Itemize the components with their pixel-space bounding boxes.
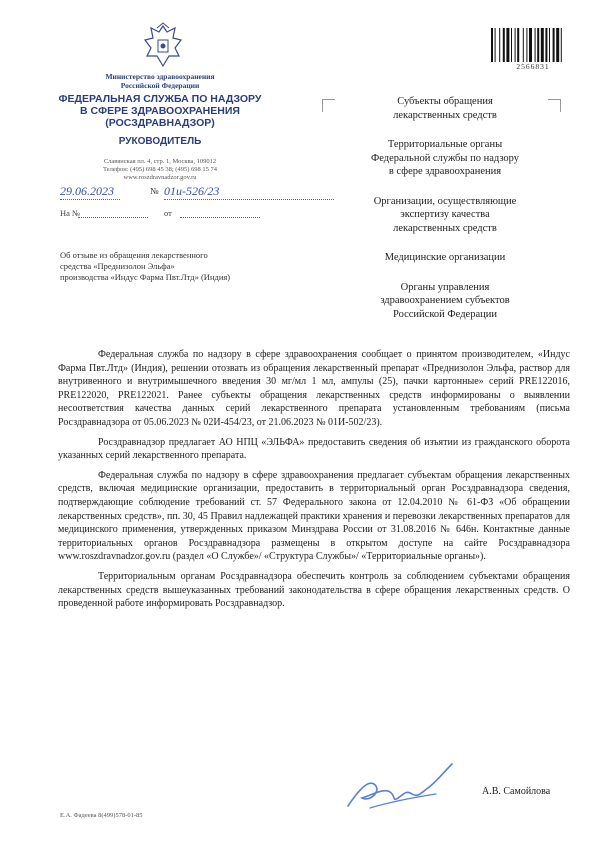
subject-line1: Об отзыве из обращения лекарственного <box>60 250 208 260</box>
recipient-line: Медицинские организации <box>384 252 506 263</box>
executor-note: Е.А. Фадеева 8(499)578-01-85 <box>60 812 143 819</box>
barcode-bar <box>503 28 505 62</box>
barcode-bar <box>526 28 527 62</box>
agency-line1: ФЕДЕРАЛЬНАЯ СЛУЖБА ПО НАДЗОРУ <box>58 93 262 105</box>
barcode-bar <box>495 28 496 62</box>
reference-line <box>60 208 290 218</box>
barcode-bar <box>535 28 536 62</box>
reference-no-label: На № <box>60 208 81 218</box>
barcode-bar <box>553 28 555 62</box>
recipient-line: Российской Федерации <box>393 308 497 320</box>
address-block <box>50 158 270 182</box>
registration-line <box>60 184 290 200</box>
reference-date-blank <box>180 217 260 218</box>
body-paragraph-2: Росздравнадзор предлагает АО НПЦ «ЭЛЬФА» предоставить сведения об изъятии из гражданского оборота указанных серий лекарственного препарата. <box>58 436 570 462</box>
letter-body <box>58 348 570 617</box>
body-paragraph-3: Федеральная служба по надзору в сфере здравоохранения предлагает субъектам обращения лекарственных средств, включая медицинские организации, предоставить в территориальный орган Росздравнадзора сведения, подтверждающие соблюдение требований ст. 57 Федерального закона от 12.04.2010 № 61-ФЗ «Об обращении лекарственных средств», пп. 30, 45 Правил надлежащей практики хранения и перевозки лекарственных препаратов для медицинского применения, утвержденных приказом Минздрава России от 31.08.2016 № 646н. Контактные данные территориальных органов Росздравнадзора размещены в открытом доступе на сайте Росздравнадзора www.roszdravnadzor.gov.ru (раздел «О Службе»/ «Структура Службы»/ «Территориальные органы»). <box>58 469 570 563</box>
barcode-number: 2566831 <box>516 62 550 71</box>
barcode-bar <box>511 28 512 62</box>
barcode-bar <box>545 28 547 62</box>
barcode-bar <box>556 28 559 62</box>
recipient-line: Организации, осуществляющие <box>373 195 517 207</box>
barcode-bar <box>549 28 550 62</box>
barcode-bar <box>537 28 539 62</box>
recipient-line: в сфере здравоохранения <box>388 166 502 177</box>
recipient-line: здравоохранением субъектов <box>380 295 510 306</box>
recipient-line: Органы управления <box>400 281 490 293</box>
reference-from-label: от <box>164 208 172 218</box>
recipients-block <box>330 95 560 337</box>
address-line3: www.roszdravnadzor.gov.ru <box>123 174 197 181</box>
recipient-group <box>330 281 560 322</box>
recipient-group <box>330 195 560 236</box>
address-line1: Славянская пл. 4, стр. 1, Москва, 109012 <box>103 158 217 165</box>
barcode-bar <box>561 28 562 62</box>
subject-line2: средства «Преднизолон Эльфа» <box>60 261 175 271</box>
recipient-group <box>330 138 560 179</box>
subject-block <box>60 250 290 283</box>
head-title: РУКОВОДИТЕЛЬ <box>118 136 202 147</box>
recipient-line: лекарственных средств <box>393 222 497 234</box>
recipient-line: лекарственных средств <box>393 109 497 121</box>
barcode-bar <box>499 28 500 62</box>
barcode-bar <box>506 28 509 62</box>
address-line2: Телефон: (495) 698 45 38; (495) 698 15 74 <box>102 166 218 173</box>
signer-name: А.В. Самойлова <box>482 786 551 797</box>
subject-line3: производства «Индус Фарма Пвт.Лтд» (Индия) <box>60 272 231 282</box>
ministry-name <box>60 72 260 90</box>
recipient-line: Субъекты обращения <box>397 96 493 107</box>
barcode <box>491 28 575 62</box>
coat-of-arms-icon <box>141 22 185 70</box>
registration-no-label: № <box>150 186 159 196</box>
recipient-group <box>330 251 560 265</box>
registration-number: 01и-526/23 <box>164 184 334 200</box>
recipient-group <box>330 95 560 122</box>
agency-line3: (РОСЗДРАВНАДЗОР) <box>105 117 215 129</box>
recipient-line: Территориальные органы <box>387 139 503 150</box>
recipient-line: Федеральной службы по надзору <box>370 152 520 164</box>
registration-date: 29.06.2023 <box>60 184 120 200</box>
barcode-bar <box>517 28 519 62</box>
barcode-bar <box>515 28 516 62</box>
body-paragraph-1: Федеральная служба по надзору в сфере здравоохранения сообщает о принятом производителем, «Индус Фарма Пвт.Лтд» (Индия), решении отозвать из обращения лекарственный препарат «Преднизолон Эльфа, раствор для внутривенного и внутримышечного введения 30 мг/мл 1 мл, ампулы (25), пачки картонные» серий PRE122016, PRE122020, PRE122021. Ранее субъекты обращения лекарственных средств информированы о выявлении несоответствия качества данных серий лекарственного препарата установленным требованиям (письма Росздравнадзора от 05.06.2023 № 02И-454/23, от 21.06.2023 № 01И-502/23). <box>58 349 570 428</box>
reference-number-blank <box>78 217 148 218</box>
barcode-bar <box>541 28 544 62</box>
recipient-line: экспертизу качества <box>400 209 490 220</box>
body-paragraph-4: Территориальным органам Росздравнадзора обеспечить контроль за соблюдением субъектами обращения лекарственных средств вышеуказанных требований законодательства в сфере обращения лекарственных средств. О проведенной работе информировать Росздравнадзор. <box>58 570 570 610</box>
ministry-line2: Российской Федерации <box>120 81 200 90</box>
barcode-bar <box>523 28 524 62</box>
ministry-line1: Министерство здравоохранения <box>105 72 215 81</box>
agency-line2: В СФЕРЕ ЗДРАВООХРАНЕНИЯ <box>80 105 240 117</box>
agency-name <box>40 93 280 129</box>
handwritten-signature <box>340 758 470 818</box>
barcode-bar <box>491 28 493 62</box>
barcode-bar <box>529 28 532 62</box>
